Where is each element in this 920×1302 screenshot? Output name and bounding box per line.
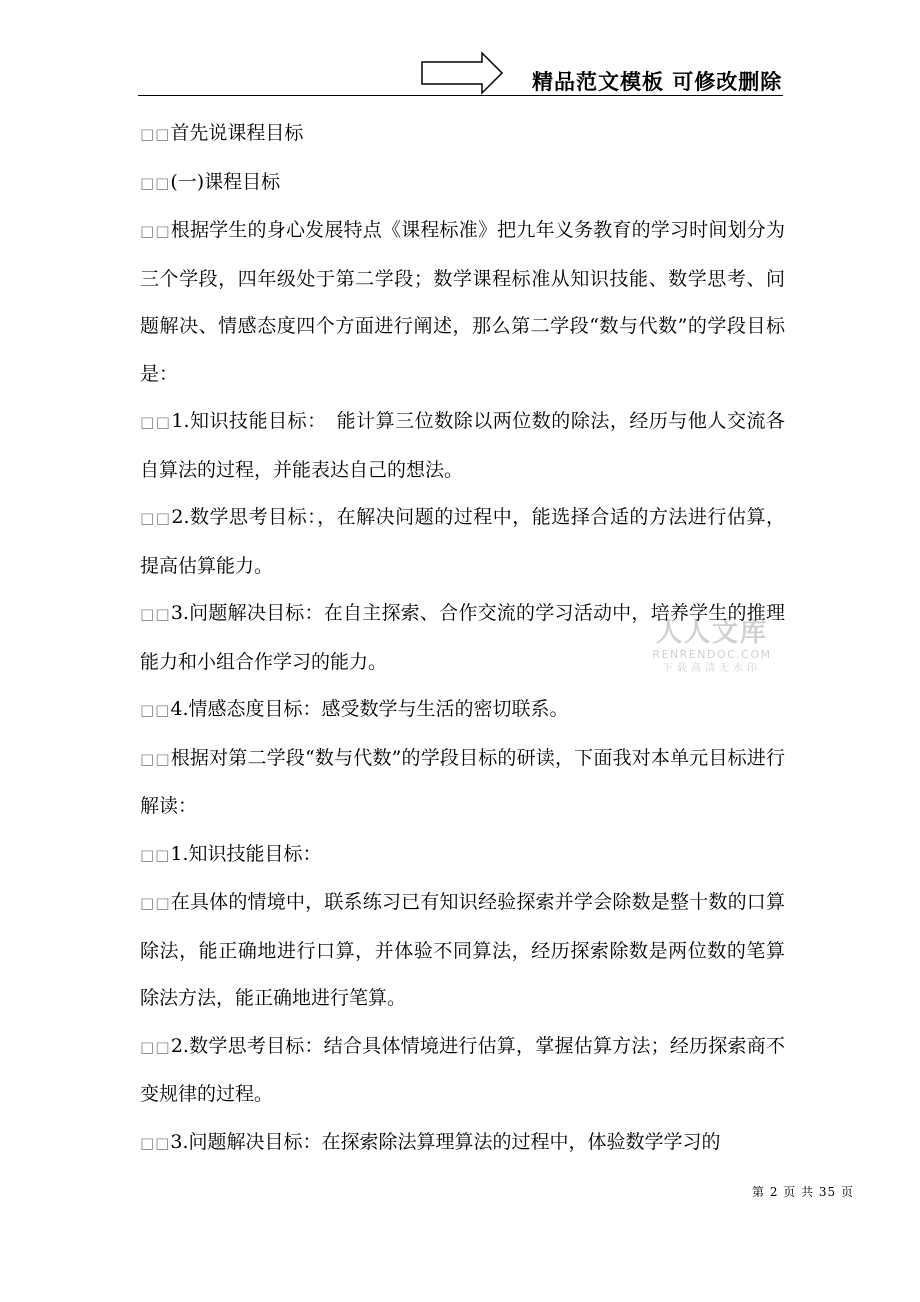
paragraph-5: □□ 2.数学思考目标：，在解决问题的过程中，能选择合适的方法进行估算，提高估算能力。 bbox=[140, 494, 785, 590]
paragraph-12: □□ 3.问题解决目标：在探索除法算理算法的过程中，体验数学学习的 bbox=[140, 1119, 785, 1168]
watermark-title: 人人文库 bbox=[655, 618, 768, 648]
watermark-domain: RENRENDOC.COM bbox=[652, 648, 772, 661]
paragraph-6: □□ 3.问题解决目标：在自主探索、合作交流的学习活动中，培养学生的推理能力和小组合作学习的能力。 bbox=[140, 590, 785, 686]
paragraph-10: □□ 在具体的情境中，联系练习已有知识经验探索并学会除数是整十数的口算除法，能正确地进行口算，并体验不同算法，经历探索除数是两位数的笔算除法方法，能正确地进行笔算。 bbox=[140, 879, 785, 1023]
right-arrow-icon bbox=[420, 50, 506, 96]
paragraph-9: □□ 1.知识技能目标： bbox=[140, 831, 785, 880]
paragraph-2: □□ (一)课程目标 bbox=[140, 159, 785, 208]
watermark bbox=[648, 618, 776, 676]
page-number: 第 2 页 共 35 页 bbox=[752, 1185, 854, 1199]
header-title: 精品范文模板 可修改删除 bbox=[532, 70, 783, 94]
paragraph-3: □□ 根据学生的身心发展特点《课程标准》把九年义务教育的学习时间划分为三个学段，四年级处于第二学段；数学课程标准从知识技能、数学思考、问题解决、情感态度四个方面进行阐述，那么第二学段“数与代数”的学段目标是： bbox=[140, 207, 785, 398]
paragraph-4: □□ 1.知识技能目标： 能计算三位数除以两位数的除法，经历与他人交流各自算法的过程，并能表达自己的想法。 bbox=[140, 398, 785, 494]
paragraph-7: □□ 4.情感态度目标：感受数学与生活的密切联系。 bbox=[140, 686, 785, 735]
watermark-slogan: 下载高清无水印 bbox=[663, 663, 761, 674]
paragraph-8: □□ 根据对第二学段“数与代数”的学段目标的研读，下面我对本单元目标进行解读： bbox=[140, 735, 785, 831]
paragraph-1: □□ 首先说课程目标 bbox=[140, 110, 785, 159]
paragraph-11: □□ 2.数学思考目标：结合具体情境进行估算，掌握估算方法；经历探索商不变规律的过程。 bbox=[140, 1023, 785, 1119]
header-divider bbox=[138, 95, 783, 96]
